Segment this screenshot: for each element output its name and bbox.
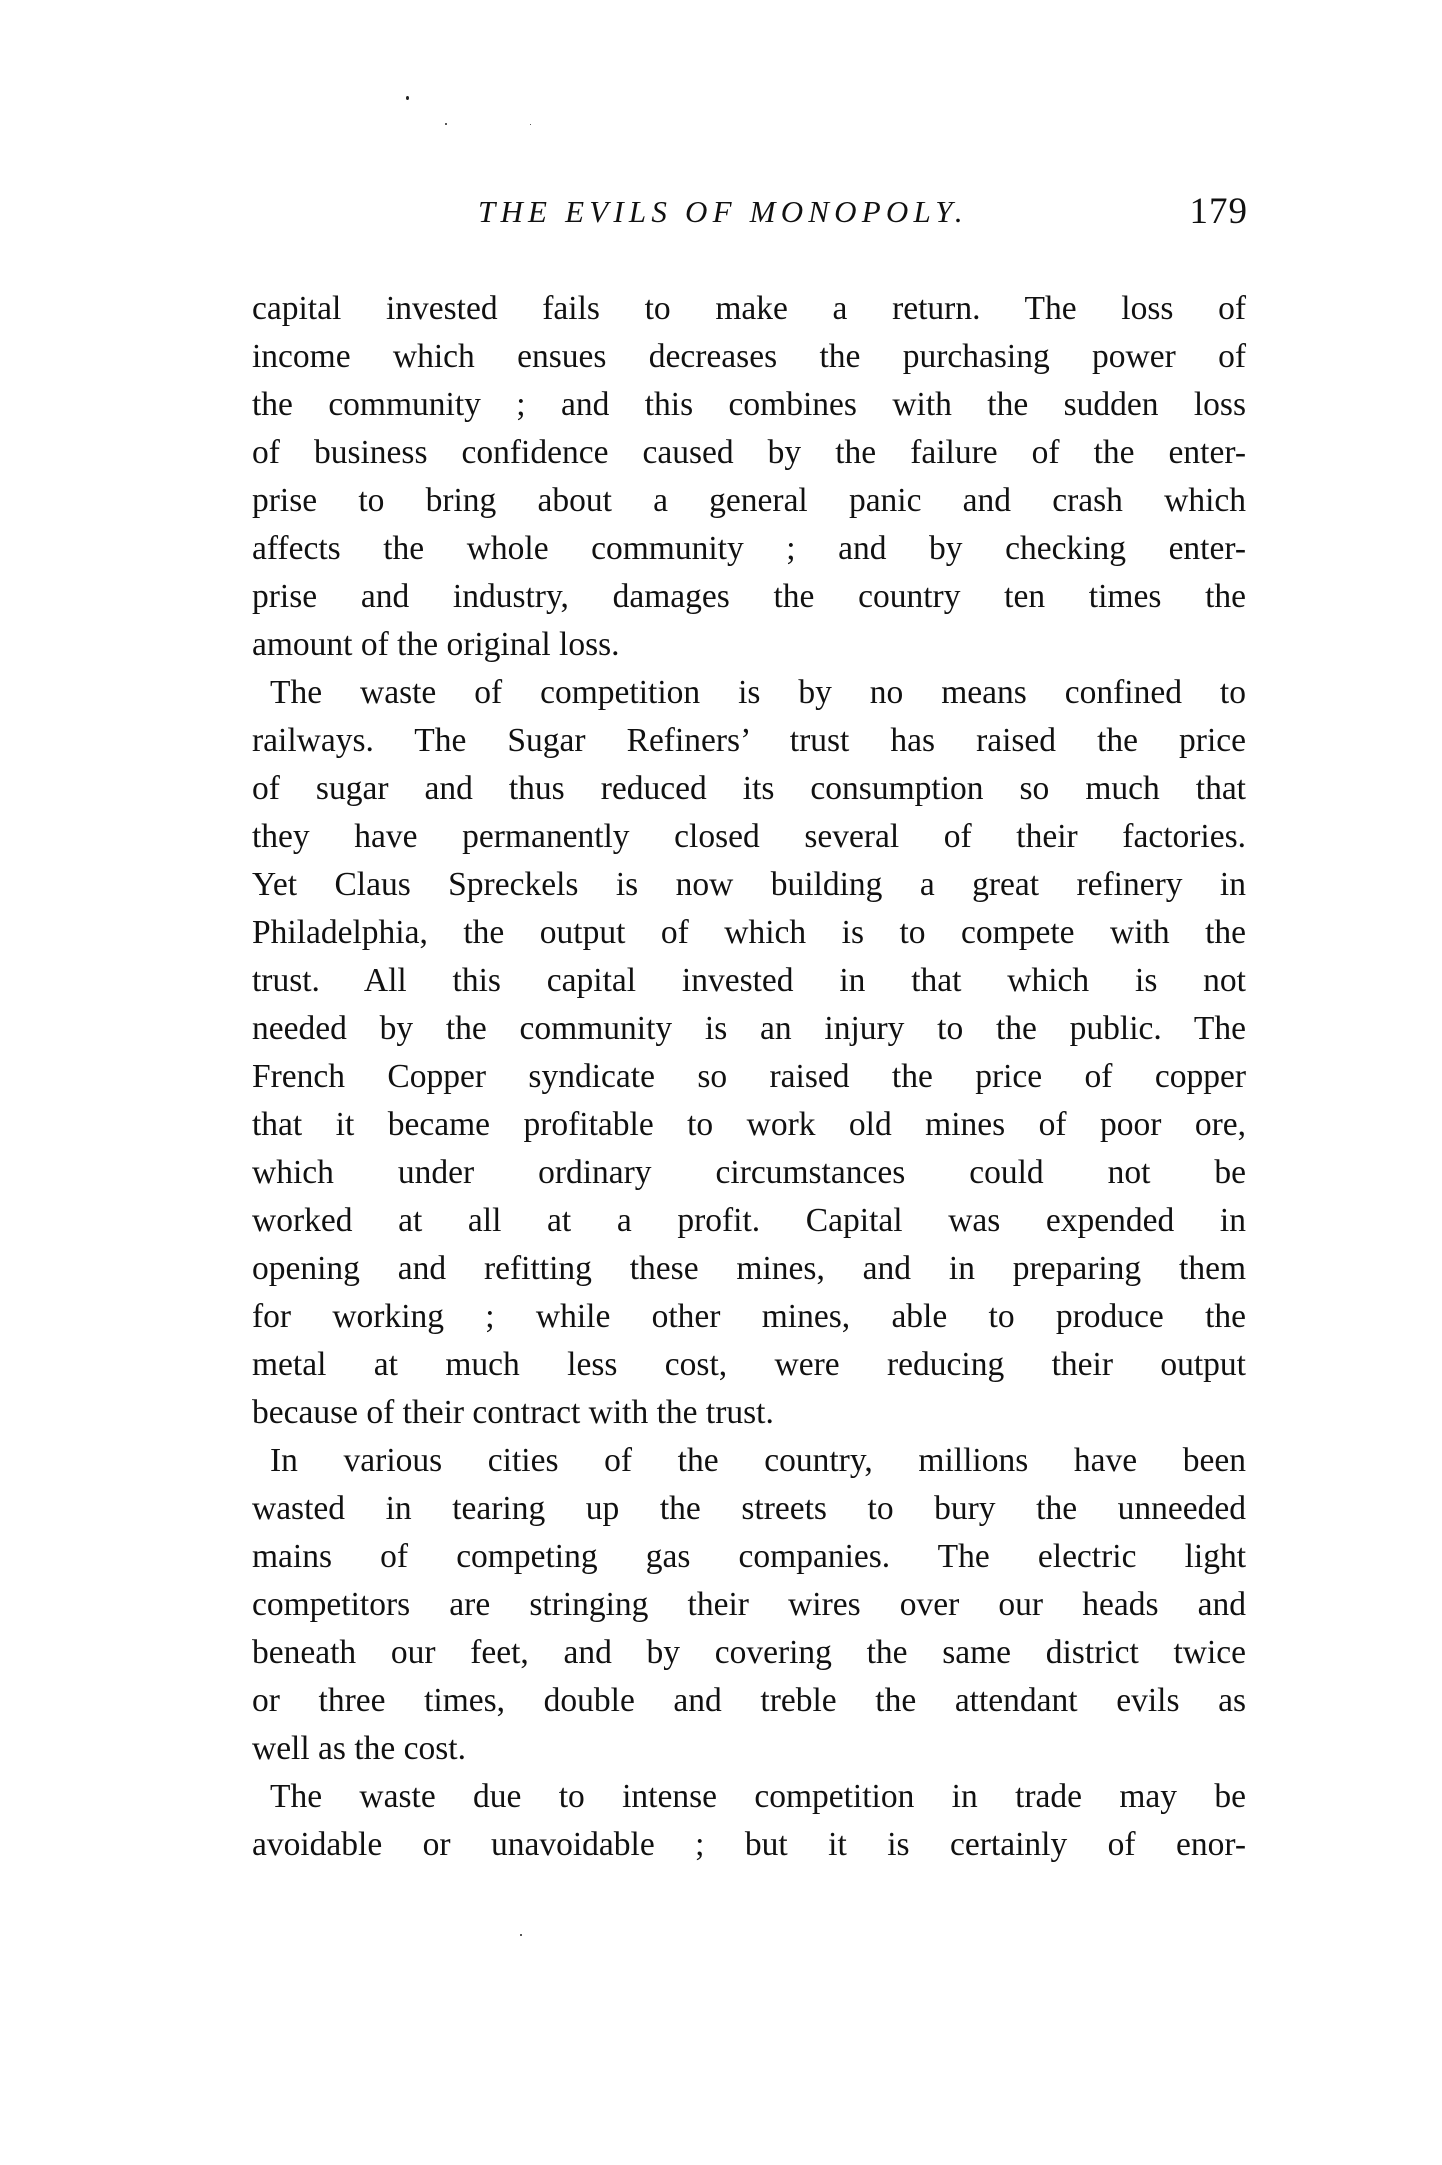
- scan-speck: [445, 123, 447, 125]
- text-line: that it became profitable to work old mines of poor ore,: [252, 1106, 1246, 1143]
- text-line: of sugar and thus reduced its consumption so much that: [252, 770, 1246, 807]
- text-line: worked at all at a profit. Capital was expended in: [252, 1202, 1246, 1239]
- text-line: prise to bring about a general panic and crash which: [252, 482, 1246, 519]
- text-line: opening and refitting these mines, and in preparing them: [252, 1250, 1246, 1287]
- text-line: they have permanently closed several of their factories.: [252, 818, 1246, 855]
- text-line: of business confidence caused by the failure of the enter-: [252, 434, 1246, 471]
- text-line: In various cities of the country, millions have been: [270, 1442, 1246, 1479]
- text-line: competitors are stringing their wires over our heads and: [252, 1586, 1246, 1623]
- text-line: because of their contract with the trust.: [252, 1394, 774, 1431]
- text-line: amount of the original loss.: [252, 626, 620, 663]
- text-line: the community ; and this combines with the sudden loss: [252, 386, 1246, 423]
- text-line: prise and industry, damages the country ten times the: [252, 578, 1246, 615]
- scan-speck: [530, 124, 531, 125]
- text-line: income which ensues decreases the purchasing power of: [252, 338, 1246, 375]
- running-title: THE EVILS OF MONOPOLY.: [478, 194, 968, 229]
- scan-speck: [406, 96, 409, 100]
- text-line: French Copper syndicate so raised the price of copper: [252, 1058, 1246, 1095]
- text-line: Yet Claus Spreckels is now building a great refinery in: [252, 866, 1246, 903]
- text-line: The waste of competition is by no means confined to: [270, 674, 1246, 711]
- text-line: mains of competing gas companies. The electric light: [252, 1538, 1246, 1575]
- text-line: for working ; while other mines, able to produce the: [252, 1298, 1246, 1335]
- text-line: needed by the community is an injury to the public. The: [252, 1010, 1246, 1047]
- text-line: trust. All this capital invested in that which is not: [252, 962, 1246, 999]
- scan-speck: [520, 1934, 522, 1936]
- text-line: The waste due to intense competition in trade may be: [270, 1778, 1246, 1815]
- text-line: Philadelphia, the output of which is to compete with the: [252, 914, 1246, 951]
- text-line: metal at much less cost, were reducing their output: [252, 1346, 1246, 1383]
- text-line: beneath our feet, and by covering the same district twice: [252, 1634, 1246, 1671]
- text-line: railways. The Sugar Refiners’ trust has raised the price: [252, 722, 1246, 759]
- text-line: or three times, double and treble the attendant evils as: [252, 1682, 1246, 1719]
- text-line: affects the whole community ; and by checking enter-: [252, 530, 1246, 567]
- text-line: wasted in tearing up the streets to bury the unneeded: [252, 1490, 1246, 1527]
- text-line: well as the cost.: [252, 1730, 466, 1767]
- text-line: avoidable or unavoidable ; but it is certainly of enor-: [252, 1826, 1246, 1863]
- page-number: 179: [1189, 191, 1248, 232]
- text-line: capital invested fails to make a return. The loss of: [252, 290, 1246, 327]
- text-line: which under ordinary circumstances could not be: [252, 1154, 1246, 1191]
